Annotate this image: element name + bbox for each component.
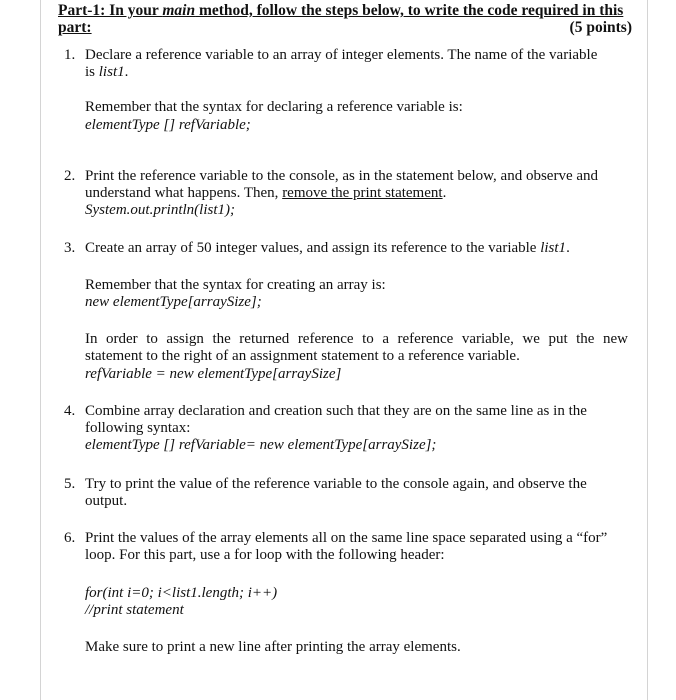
step-text-2: output.: [85, 493, 128, 509]
step-text: Create an array of 50 integer values, and assign its reference to the variable list1.: [85, 240, 570, 256]
step-number: 3.: [64, 240, 76, 256]
step-5: [64, 476, 628, 510]
step-text: Print the values of the array elements all on the same line space separated using a “for”: [85, 530, 608, 546]
step-code: System.out.println(list1);: [85, 202, 235, 218]
step-number: 5.: [64, 476, 76, 492]
step-1: [64, 47, 628, 81]
remove-print-instruction: remove the print statement: [282, 185, 443, 201]
step-1-note: Remember that the syntax for declaring a reference variable is:: [85, 99, 463, 115]
step-3-code: new elementType[arraySize];: [85, 294, 262, 310]
part-heading: [58, 2, 632, 36]
step-text-2: following syntax:: [85, 420, 191, 436]
step-3-note: Remember that the syntax for creating an array is:: [85, 277, 386, 293]
step-number: 4.: [64, 403, 76, 419]
step-text: Combine array declaration and creation such that they are on the same line as in the: [85, 403, 587, 419]
step-text: Declare a reference variable to an array of integer elements. The name of the variable: [85, 47, 598, 63]
step-text-2: understand what happens. Then, remove the print statement.: [85, 185, 447, 201]
step-1-code: elementType [] refVariable;: [85, 117, 251, 133]
step-6-code: for(int i=0; i<list1.length; i++): [85, 585, 278, 601]
step-text-2: is list1.: [85, 64, 129, 80]
step-6-code-2: //print statement: [85, 602, 184, 618]
step-2: [64, 168, 628, 219]
heading-line-1: Part-1: In your main method, follow the steps below, to write the code required in this: [58, 2, 624, 19]
step-code: elementType [] refVariable= new elementType[arraySize];: [85, 437, 437, 453]
step-text: Print the reference variable to the console, as in the statement below, and observe and: [85, 168, 599, 184]
step-3-para-1: In order to assign the returned reference to a reference variable, we put the new: [85, 331, 628, 347]
points-label: (5 points): [569, 19, 632, 36]
step-3: [64, 240, 628, 257]
step-number: 1.: [64, 47, 76, 63]
step-number: 2.: [64, 168, 76, 184]
step-6: [64, 530, 628, 564]
step-6-closing: Make sure to print a new line after printing the array elements.: [85, 639, 461, 655]
heading-line-2: part: (5 points): [58, 19, 632, 36]
step-text: Try to print the value of the reference variable to the console again, and observe the: [85, 476, 587, 492]
step-4: [64, 403, 628, 454]
step-text-2: loop. For this part, use a for loop with the following header:: [85, 547, 445, 563]
step-number: 6.: [64, 530, 76, 546]
step-3-code-2: refVariable = new elementType[arraySize]: [85, 366, 342, 382]
step-3-para-2: statement to the right of an assignment statement to a reference variable.: [85, 348, 520, 364]
